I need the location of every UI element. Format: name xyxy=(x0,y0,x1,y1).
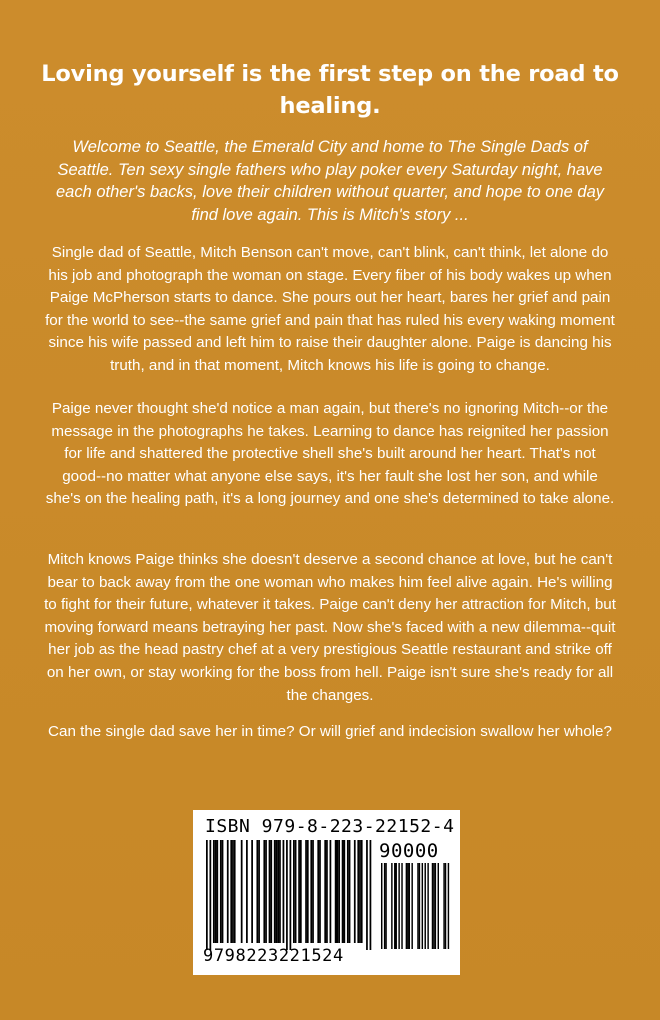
barcode-bar xyxy=(286,840,288,950)
barcode-bar xyxy=(347,840,349,943)
barcode-bar xyxy=(227,840,229,943)
cover-intro-italic: Welcome to Seattle, the Emerald City and home to The Single Dads of Seattle. Ten sexy single fathers who play poker every Saturday night, have each other's backs, love their children without quarter, and hope to one day find love again. This is Mitch's story ... xyxy=(56,138,604,224)
barcode-bar xyxy=(234,840,236,943)
ean-digits: 9798223221524 xyxy=(203,946,344,966)
barcode-bar xyxy=(381,863,382,949)
barcode-bar xyxy=(293,840,295,943)
barcode-bar xyxy=(409,863,410,949)
price-code: 90000 xyxy=(379,840,439,862)
barcode-bar xyxy=(407,863,408,949)
barcode-bar xyxy=(427,863,428,949)
cover-headline: Loving yourself is the first step on the road to healing. xyxy=(41,61,619,119)
barcode-bar xyxy=(370,840,372,950)
barcode-bar xyxy=(448,863,449,949)
barcode-bar xyxy=(411,863,412,949)
barcode-bar xyxy=(216,840,218,943)
barcode-bar xyxy=(213,840,215,943)
blurb-paragraph-3: Mitch knows Paige thinks she doesn't deserve a second chance at love, but he can't bear to back away from the one woman who makes him feel alive again. He's willing to fight for their future, whatever it takes. Paige can't deny her attraction for Mitch, but moving forward means betraying her past. Now she's faced with a new dilemma--quit her job as the head pastry chef at a very prestigious Seattle restaurant and strike off on her own, or stay working for the boss from hell. Paige isn't sure she's ready for all the changes. xyxy=(44,551,616,704)
barcode-bar xyxy=(433,863,434,949)
isbn-barcode-box xyxy=(193,810,460,975)
barcode-bar xyxy=(307,840,309,943)
barcode-bar xyxy=(417,863,418,949)
barcode-bar xyxy=(398,863,399,949)
barcode-bar xyxy=(342,840,344,943)
barcode-bar xyxy=(277,840,279,943)
barcode-bar xyxy=(215,840,217,943)
barcode-bar xyxy=(419,863,420,949)
barcode-bar xyxy=(361,840,363,943)
barcode-bar xyxy=(246,840,248,943)
barcode-bar xyxy=(298,840,300,943)
barcode-bar xyxy=(263,840,265,943)
barcode-bar xyxy=(220,840,222,943)
barcode-bar xyxy=(330,840,332,943)
barcode-bar xyxy=(222,840,224,943)
barcode-bar xyxy=(274,840,276,943)
blurb-paragraph-2: Paige never thought she'd notice a man again, but there's no ignoring Mitch--or the message in the photographs he takes. Learning to dance has reignited her passion for life and shattered the protective shell she's built around her heart. That's not good--no matter what anyone else says, it's her fault she lost her son, and while she's on the healing path, it's a long journey and one she's determined to take alone. xyxy=(45,400,615,508)
barcode-bar xyxy=(384,863,385,949)
barcode-bar xyxy=(265,840,267,943)
barcode-bar xyxy=(230,840,232,943)
barcode-bar xyxy=(290,840,292,950)
barcode-bar xyxy=(209,840,211,950)
barcode-bar xyxy=(394,863,395,949)
barcode-bar xyxy=(300,840,302,943)
barcode-bar xyxy=(206,840,208,950)
barcode-bar xyxy=(343,840,345,943)
barcode-bar xyxy=(276,840,278,943)
barcode-bar xyxy=(443,863,444,949)
barcode-bar xyxy=(270,840,272,943)
barcode-bar xyxy=(326,840,328,943)
barcode-bar xyxy=(337,840,339,943)
barcode-bar xyxy=(335,840,337,943)
barcode-bar xyxy=(317,840,319,943)
barcode-bar xyxy=(385,863,386,949)
barcode-bar xyxy=(396,863,397,949)
barcode-bar xyxy=(438,863,439,949)
barcode-bar xyxy=(279,840,281,943)
barcode-bar xyxy=(241,840,243,943)
barcode-bar xyxy=(324,840,326,943)
barcode-bar xyxy=(295,840,297,943)
barcode-bar xyxy=(256,840,258,943)
blurb-paragraph-4: Can the single dad save her in time? Or will grief and indecision swallow her whole? xyxy=(48,723,612,740)
barcode-bar xyxy=(445,863,446,949)
barcode-bar xyxy=(283,840,285,943)
barcode-bar xyxy=(435,863,436,949)
barcode-bar xyxy=(359,840,361,943)
barcode-bar xyxy=(310,840,312,943)
barcode-bar xyxy=(258,840,260,943)
barcode-bar xyxy=(232,840,234,943)
barcode-bar xyxy=(432,863,433,949)
barcode-bar xyxy=(425,863,426,949)
barcode-bar xyxy=(251,840,253,943)
blurb-paragraph-1: Single dad of Seattle, Mitch Benson can't move, can't blink, can't think, let alone do his job and photograph the woman on stage. Every fiber of his body wakes up when Paige McPherson starts to dance. She pours out her heart, bares her grief and pain for the world to see--the same grief and pain that has ruled his every waking moment since his wife passed and left him to raise their daughter alone. Paige is dancing his truth, and in that moment, Mitch knows his life is going to change. xyxy=(45,244,615,374)
barcode-bar xyxy=(366,840,368,950)
barcode-bar xyxy=(305,840,307,943)
barcode-bar xyxy=(401,863,402,949)
isbn-label: ISBN 979-8-223-22152-4 xyxy=(205,816,455,837)
barcode-bar xyxy=(391,863,392,949)
barcode-bar xyxy=(319,840,321,943)
barcode-bar xyxy=(349,840,351,943)
barcode-bar xyxy=(354,840,356,943)
barcode-bar xyxy=(338,840,340,943)
barcode-bar xyxy=(357,840,359,943)
barcode-bar xyxy=(406,863,407,949)
barcode-bar xyxy=(422,863,423,949)
barcode-bar xyxy=(312,840,314,943)
barcode-bar xyxy=(269,840,271,943)
